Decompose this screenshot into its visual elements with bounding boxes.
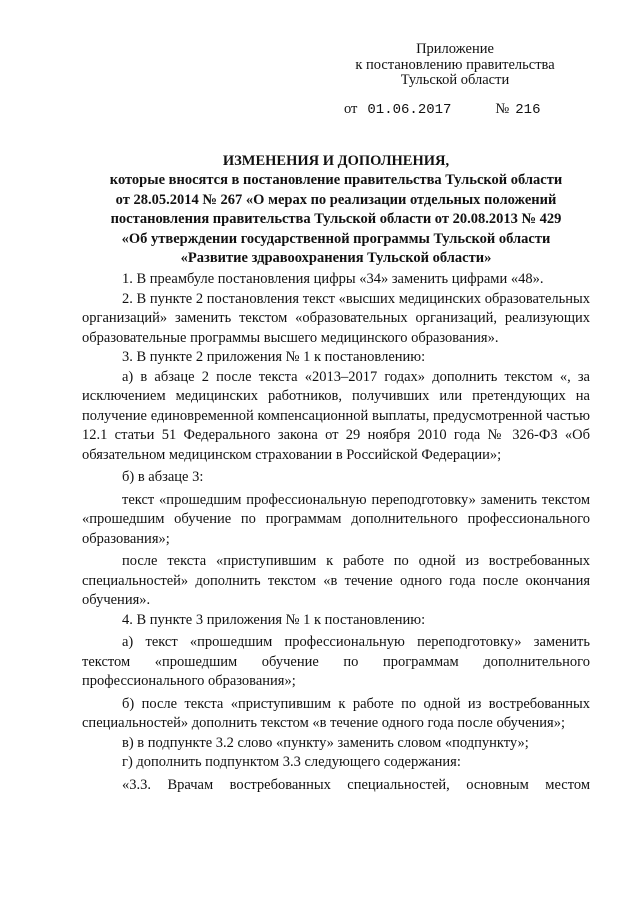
document-body: [82, 270, 590, 795]
appendix-line-1: Приложение: [416, 41, 494, 57]
number-label: №: [495, 101, 510, 117]
appendix-header: [330, 42, 580, 89]
document-number: 216: [515, 102, 541, 118]
title-line: «Развитие здравоохранения Тульской области»: [180, 250, 492, 267]
paragraph-4b: б) после текста «приступившим к работе по одной из востребованных специальностей» дополнить текстом «в течение одного года после обучения»;: [82, 695, 590, 731]
title-line: которые вносятся в постановление правительства Тульской области: [109, 172, 563, 189]
paragraph-2: 2. В пункте 2 постановления текст «высших медицинских образовательных организаций» заменить текстом «образовательных организаций, реализующих образовательные программы высшего медицинского образования».: [82, 290, 590, 346]
paragraph-3-3: «3.3. Врачам востребованных специальностей, основным местом: [122, 776, 590, 793]
paragraph-3b: б) в абзаце 3:: [122, 469, 204, 485]
title-line: постановления правительства Тульской области от 20.08.2013 № 429: [110, 211, 562, 228]
paragraph-1: 1. В преамбуле постановления цифры «34» заменить цифрами «48».: [122, 271, 544, 287]
title-line: от 28.05.2014 № 267 «О мерах по реализации отдельных положений: [115, 191, 557, 208]
document-title: [80, 152, 592, 268]
paragraph-4: 4. В пункте 3 приложения № 1 к постановлению:: [122, 611, 426, 628]
date-number-line: [344, 101, 540, 118]
paragraph-3: 3. В пункте 2 приложения № 1 к постановлению:: [122, 349, 426, 365]
document-date: 01.06.2017: [367, 102, 452, 118]
paragraph-3a: а) в абзаце 2 после текста «2013–2017 годах» дополнить текстом «, за исключением медицинских работников, получивших или претендующих на получение единовременной компенсационной выплаты, предусмотренной частью 12.1 статьи 51 Федерального закона от 29 ноября 2010 года № 326-ФЗ «Об обязательном медицинском страховании в Российской Федерации»;: [82, 368, 590, 463]
title-heading: ИЗМЕНЕНИЯ И ДОПОЛНЕНИЯ,: [222, 153, 450, 169]
paragraph-3b-text: текст «прошедшим профессиональную переподготовку» заменить текстом «прошедшим обучение по программам дополнительного профессионального образования»;: [82, 491, 590, 547]
paragraph-4v: в) в подпункте 3.2 слово «пункту» заменить словом «подпункту»;: [122, 734, 529, 751]
date-from-label: от: [344, 101, 358, 117]
paragraph-3b-after: после текста «приступившим к работе по одной из востребованных специальностей» дополнить текстом «в течение одного года после окончания обучения».: [82, 553, 590, 608]
paragraph-4g: г) дополнить подпунктом 3.3 следующего содержания:: [122, 754, 461, 770]
paragraph-4a: а) текст «прошедшим профессиональную переподготовку» заменить текстом «прошедшим обучение по программам дополнительного профессионального образования»;: [82, 634, 590, 689]
appendix-line-3: Тульской области: [400, 72, 510, 88]
title-line: «Об утверждении государственной программы Тульской области: [121, 230, 551, 247]
appendix-line-2: к постановлению правительства: [355, 56, 555, 73]
